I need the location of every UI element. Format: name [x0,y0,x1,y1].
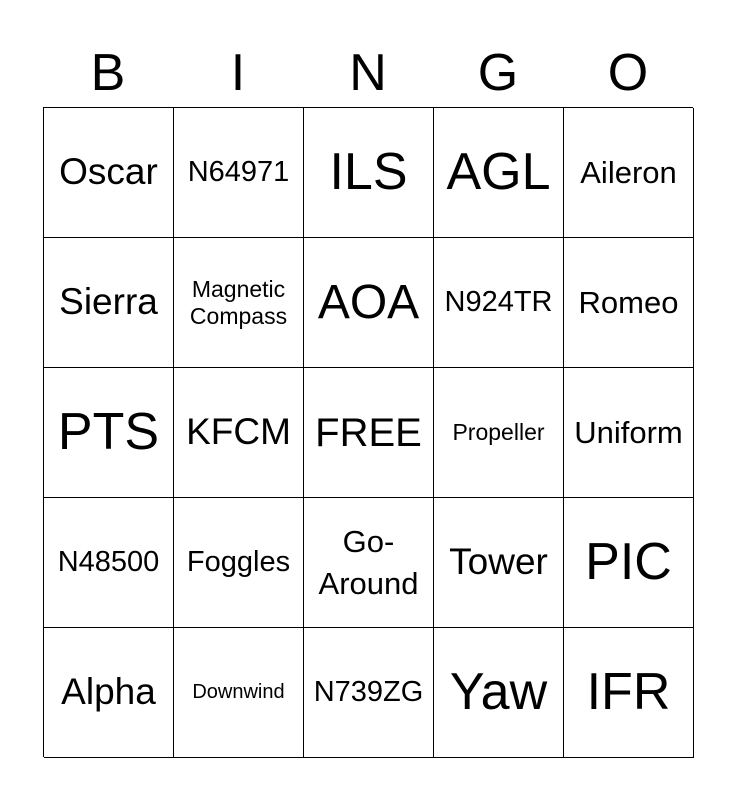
cell-label: Oscar [59,151,158,193]
cell-label: Uniform [574,414,683,450]
cell-label: PTS [57,402,160,461]
bingo-cell[interactable] [564,238,694,368]
cell-label: IFR [586,662,671,721]
cell-label: Tower [449,541,548,583]
bingo-cell[interactable] [434,628,564,758]
cell-label: PIC [585,532,672,591]
bingo-cell[interactable] [304,238,434,368]
bingo-cell[interactable] [434,368,564,498]
cell-label: Propeller [452,419,545,446]
cell-label: N64971 [187,155,290,188]
bingo-cell[interactable] [304,628,434,758]
bingo-cell[interactable] [304,498,434,628]
header-letter-n: N [349,44,387,102]
bingo-cell[interactable] [304,368,434,498]
cell-label: AOA [317,275,420,329]
cell-label: ILS [329,142,408,201]
cell-label: Go-Around [318,523,419,601]
header-letter-i: I [230,44,246,102]
bingo-cell[interactable] [174,238,304,368]
cell-label: N739ZG [313,675,424,708]
cell-label: Sierra [59,281,158,323]
cell-label: KFCM [186,411,291,453]
header-letter-g: G [477,44,519,102]
bingo-cell[interactable] [564,368,694,498]
cell-label: Downwind [192,681,285,703]
cell-label: FREE [315,410,422,455]
cell-label: Alpha [61,671,156,713]
bingo-header [43,40,693,106]
cell-label: N48500 [57,545,160,578]
bingo-board [43,107,693,757]
bingo-cell[interactable] [564,498,694,628]
header-letter-o: O [607,44,649,102]
bingo-cell[interactable] [44,108,174,238]
bingo-cell[interactable] [44,628,174,758]
bingo-cell[interactable] [174,498,304,628]
cell-label: Romeo [578,284,679,320]
bingo-cell[interactable] [434,108,564,238]
cell-label: N924TR [444,285,553,318]
bingo-cell[interactable] [44,238,174,368]
cell-label: Magnetic Compass [189,276,288,329]
header-letter-b: B [90,44,126,102]
bingo-cell[interactable] [564,628,694,758]
cell-label: Foggles [186,545,291,578]
bingo-cell[interactable] [434,498,564,628]
bingo-cell[interactable] [174,628,304,758]
cell-label: Yaw [449,662,548,721]
bingo-cell[interactable] [44,498,174,628]
bingo-cell[interactable] [174,108,304,238]
cell-label: AGL [446,142,551,201]
bingo-cell[interactable] [174,368,304,498]
bingo-cell[interactable] [564,108,694,238]
cell-label: Aileron [580,154,677,190]
bingo-cell[interactable] [44,368,174,498]
bingo-cell[interactable] [304,108,434,238]
bingo-cell[interactable] [434,238,564,368]
